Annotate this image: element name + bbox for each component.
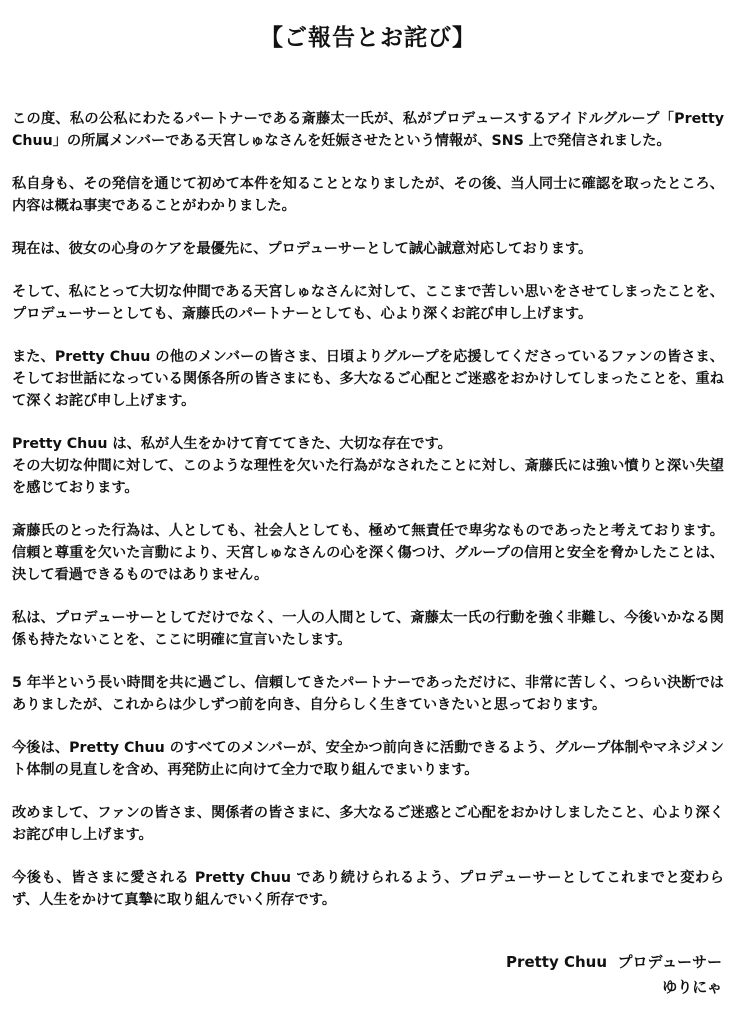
paragraph-10: 今後は、Pretty Chuu のすべてのメンバーが、安全かつ前向きに活動できるよう、グループ体制やマネジメント体制の見直しを含め、再発防止に向けて全力で取り組んでまいります。 [12,740,724,778]
paragraph-7: 斎藤氏のとった行為は、人としても、社会人としても、極めて無責任で卑劣なものであったと考えております。信頼と尊重を欠いた言動により、天宮しゅなさんの心を深く傷つけ、グループの信用と安全を脅かしたことは、決して看過できるものではありません。 [12,523,724,583]
paragraph-5: また、Pretty Chuu の他のメンバーの皆さま、日頃よりグループを応援してくださっているファンの皆さま、そしてお世話になっている関係各所の皆さまにも、多大なるご心配とご迷惑をおかけしてしまったことを、重ねて深くお詫び申し上げます。 [12,349,724,409]
signature-block [506,950,722,1000]
paragraph-12: 今後も、皆さまに愛される Pretty Chuu であり続けられるよう、プロデューサーとしてこれまでと変わらず、人生をかけて真摯に取り組んでいく所存です。 [12,870,724,908]
paragraph-1: この度、私の公私にわたるパートナーである斎藤太一氏が、私がプロデュースするアイドルグループ「Pretty Chuu」の所属メンバーである天宮しゅなさんを妊娠させたという情報が、SNS 上で発信されました。 [12,111,724,149]
paragraph-8: 私は、プロデューサーとしてだけでなく、一人の人間として、斎藤太一氏の行動を強く非難し、今後いかなる関係も持たないことを、ここに明確に宣言いたします。 [12,610,724,648]
signature-name: ゆりにゃ [662,978,722,996]
paragraph-2: 私自身も、その発信を通じて初めて本件を知ることとなりましたが、その後、当人同士に確認を取ったところ、内容は概ね事実であることがわかりました。 [12,176,724,214]
paragraph-6: Pretty Chuu は、私が人生をかけて育ててきた、大切な存在です。 その大切な仲間に対して、このような理性を欠いた行為がなされたことに対し、斎藤氏には強い憤りと深い失望を感じております。 [12,436,724,496]
document-title: 【ご報告とお詫び】 [260,25,476,51]
paragraph-11: 改めまして、ファンの皆さま、関係者の皆さまに、多大なるご迷惑とご心配をおかけしましたこと、心より深くお詫び申し上げます。 [12,805,724,843]
paragraph-3: 現在は、彼女の心身のケアを最優先に、プロデューサーとして誠心誠意対応しております。 [12,241,593,257]
document-body [12,108,724,911]
paragraph-4: そして、私にとって大切な仲間である天宮しゅなさんに対して、ここまで苦しい思いをさせてしまったことを、プロデューサーとしても、斎藤氏のパートナーとしても、心より深くお詫び申し上げます。 [12,284,724,322]
signature-role: Pretty Chuu プロデューサー [506,953,722,971]
paragraph-9: 5 年半という長い時間を共に過ごし、信頼してきたパートナーであっただけに、非常に苦しく、つらい決断ではありましたが、これからは少しずつ前を向き、自分らしく生きていきたいと思っております。 [12,675,724,713]
